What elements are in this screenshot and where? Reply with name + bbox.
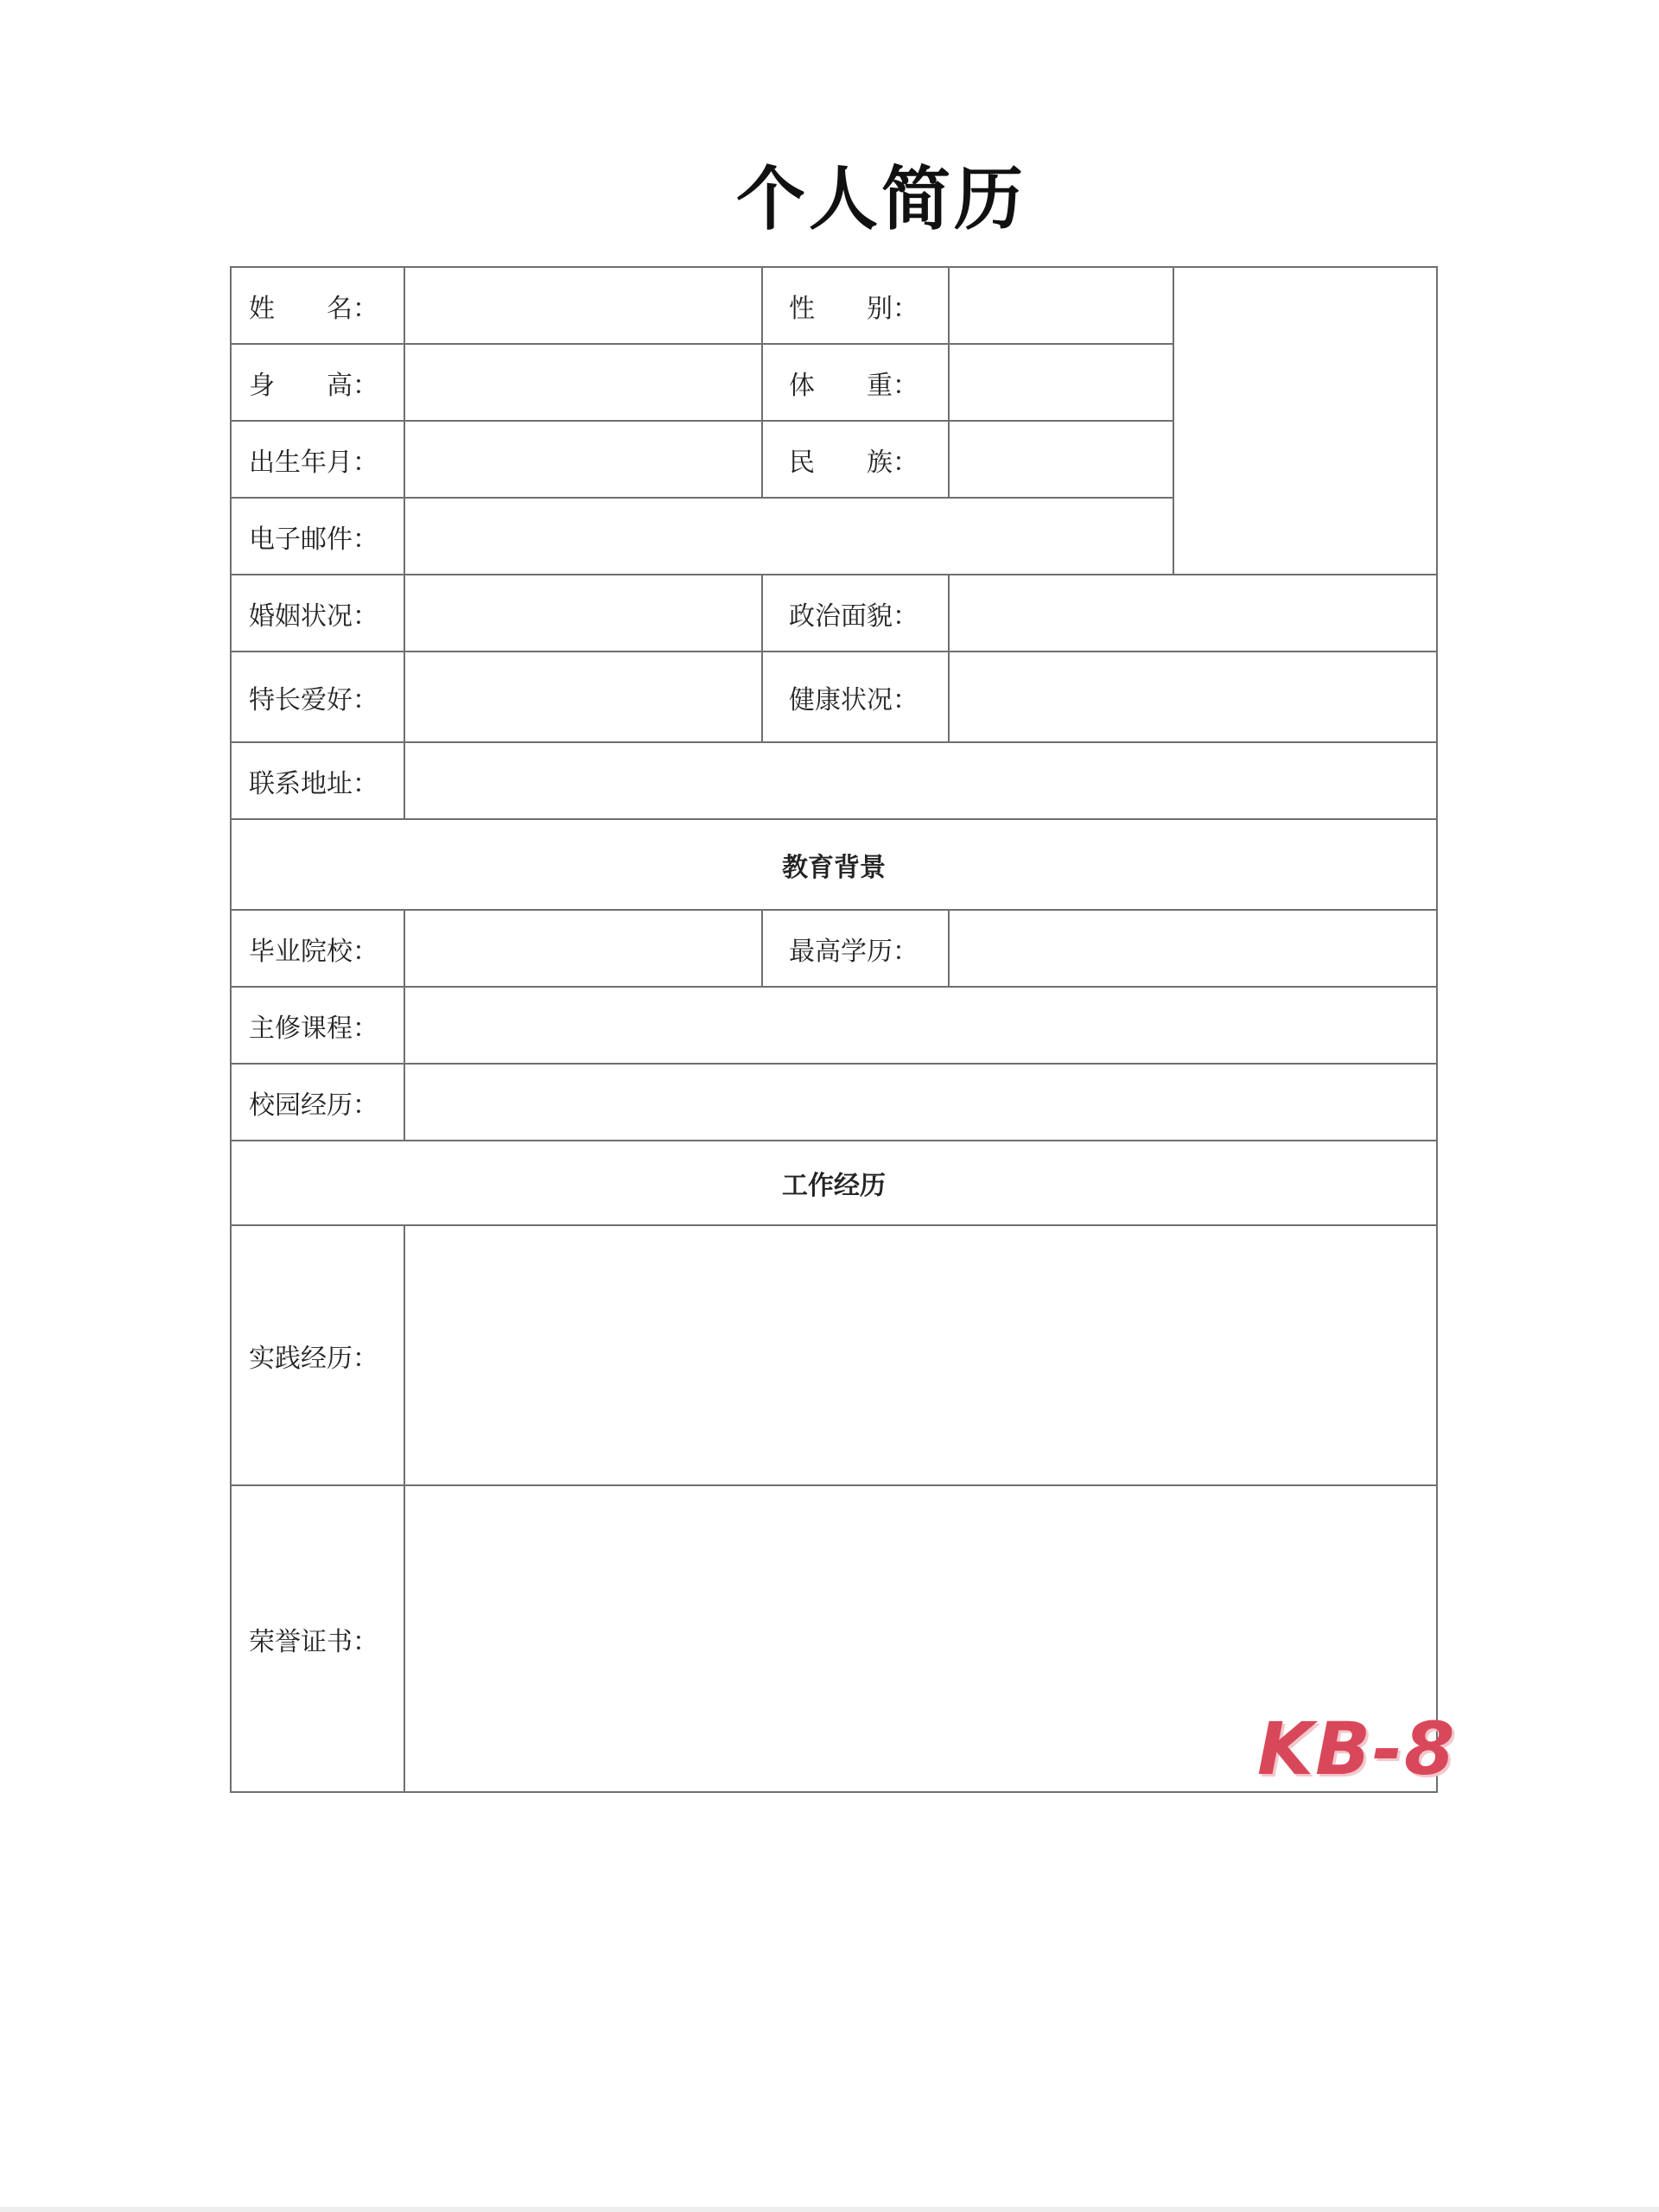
- watermark-stamp: KB-8: [1257, 1707, 1457, 1791]
- work-section-header: 工作经历: [231, 1141, 1437, 1225]
- health-label: 健康状况：: [762, 652, 949, 742]
- campus-label: 校园经历：: [231, 1064, 404, 1141]
- resume-table: [230, 266, 1438, 1793]
- name-field[interactable]: [404, 267, 762, 344]
- page-title: 个人简历: [736, 158, 1027, 239]
- gender-field[interactable]: [949, 267, 1173, 344]
- political-label: 政治面貌：: [762, 575, 949, 652]
- table-row: [231, 267, 1437, 344]
- honors-label: 荣誉证书：: [231, 1485, 404, 1792]
- name-label: 姓 名：: [231, 267, 404, 344]
- gender-label: 性 别：: [762, 267, 949, 344]
- table-row: [231, 1225, 1437, 1485]
- courses-field[interactable]: [404, 987, 1437, 1064]
- email-field[interactable]: [404, 498, 1173, 575]
- school-field[interactable]: [404, 910, 762, 987]
- degree-label: 最高学历：: [762, 910, 949, 987]
- courses-label: 主修课程：: [231, 987, 404, 1064]
- table-row: [231, 1064, 1437, 1141]
- marital-label: 婚姻状况：: [231, 575, 404, 652]
- table-row: [231, 575, 1437, 652]
- email-label: 电子邮件：: [231, 498, 404, 575]
- table-row: [231, 1141, 1437, 1225]
- birth-label: 出生年月：: [231, 421, 404, 498]
- ethnicity-label: 民 族：: [762, 421, 949, 498]
- table-row: [231, 819, 1437, 910]
- table-row: [231, 652, 1437, 742]
- practice-label: 实践经历：: [231, 1225, 404, 1485]
- table-row: [231, 1485, 1437, 1792]
- address-label: 联系地址：: [231, 742, 404, 819]
- height-field[interactable]: [404, 344, 762, 421]
- weight-field[interactable]: [949, 344, 1173, 421]
- table-row: [231, 742, 1437, 819]
- address-field[interactable]: [404, 742, 1437, 819]
- health-field[interactable]: [949, 652, 1437, 742]
- ethnicity-field[interactable]: [949, 421, 1173, 498]
- table-row: [231, 910, 1437, 987]
- degree-field[interactable]: [949, 910, 1437, 987]
- hobbies-field[interactable]: [404, 652, 762, 742]
- campus-field[interactable]: [404, 1064, 1437, 1141]
- birth-field[interactable]: [404, 421, 762, 498]
- school-label: 毕业院校：: [231, 910, 404, 987]
- political-field[interactable]: [949, 575, 1437, 652]
- photo-box[interactable]: [1173, 267, 1437, 575]
- table-row: [231, 987, 1437, 1064]
- hobbies-label: 特长爱好：: [231, 652, 404, 742]
- height-label: 身 高：: [231, 344, 404, 421]
- practice-field[interactable]: [404, 1225, 1437, 1485]
- education-section-header: 教育背景: [231, 819, 1437, 910]
- marital-field[interactable]: [404, 575, 762, 652]
- weight-label: 体 重：: [762, 344, 949, 421]
- bottom-divider: [0, 2207, 1659, 2212]
